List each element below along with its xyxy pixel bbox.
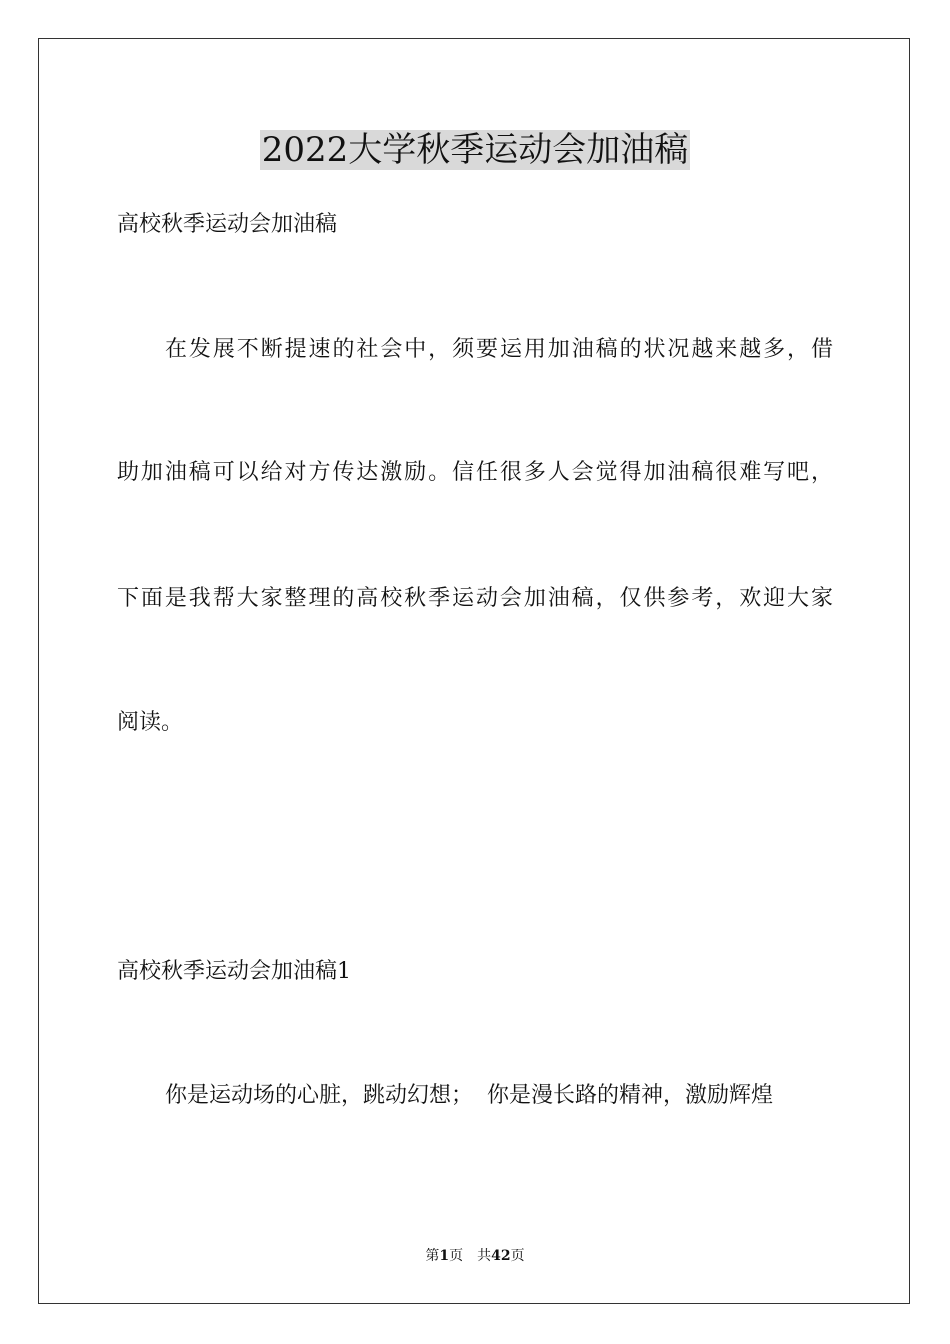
- intro-line-3: 下面是我帮大家整理的高校秋季运动会加油稿，仅供参考，欢迎大家: [117, 586, 833, 611]
- footer-total-suffix: 页: [510, 1248, 525, 1264]
- footer-page-number: 1: [439, 1248, 450, 1264]
- document-subtitle: 高校秋季运动会加油稿: [117, 212, 338, 237]
- section-line-1: 你是运动场的心脏，跳动幻想； 你是漫长路的精神，激励辉煌: [165, 1083, 773, 1108]
- footer-page-prefix: 第: [425, 1248, 440, 1264]
- section-heading: 高校秋季运动会加油稿1: [117, 959, 351, 984]
- document-title-text: 2022大学秋季运动会加油稿: [261, 130, 689, 170]
- intro-line-2: 助加油稿可以给对方传达激励。信任很多人会觉得加油稿很难写吧，: [117, 460, 833, 485]
- footer-total-prefix: 共: [477, 1248, 492, 1264]
- intro-line-4: 阅读。: [117, 710, 184, 735]
- footer-page-suffix: 页: [449, 1248, 464, 1264]
- footer-total-pages: 42: [491, 1248, 511, 1264]
- page-footer: [0, 1246, 950, 1266]
- intro-line-1: 在发展不断提速的社会中，须要运用加油稿的状况越来越多，借: [165, 337, 833, 362]
- document-title: [0, 128, 950, 172]
